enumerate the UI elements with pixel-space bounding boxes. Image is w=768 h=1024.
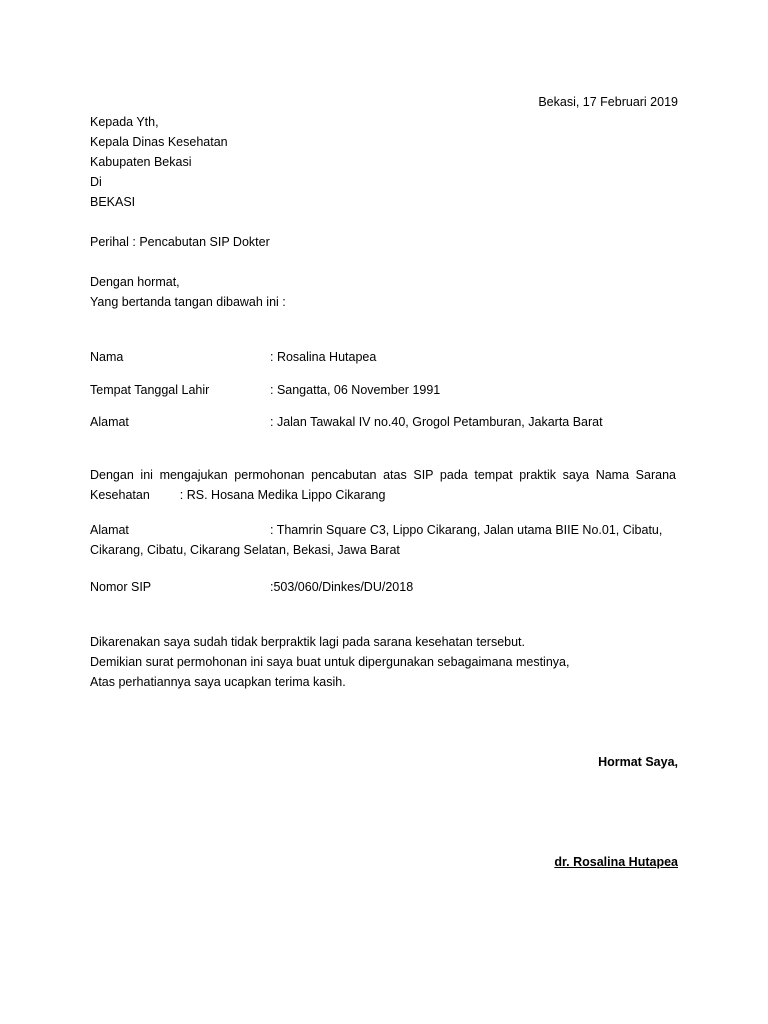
facility-address-continuation: Cikarang, Cibatu, Cikarang Selatan, Bekasi, Jawa Barat — [90, 543, 400, 557]
alamat-label: Alamat — [90, 415, 129, 429]
nama-value: : Rosalina Hutapea — [270, 350, 377, 364]
nama-label: Nama — [90, 350, 124, 364]
recipient-line: Kepala Dinas Kesehatan — [90, 135, 228, 149]
closing-line: Atas perhatiannya saya ucapkan terima kasih. — [90, 675, 346, 689]
recipient-line: Kepada Yth, — [90, 115, 159, 129]
closing-line: Dikarenakan saya sudah tidak berpraktik lagi pada sarana kesehatan tersebut. — [90, 635, 525, 649]
recipient-block — [90, 112, 228, 212]
recipient-line: BEKASI — [90, 195, 136, 209]
greeting-block — [90, 272, 286, 312]
facility-address-label: Alamat — [90, 523, 129, 537]
facility-name: : RS. Hosana Medika Lippo Cikarang — [179, 488, 386, 502]
request-text: Dengan ini mengajukan permohonan pencabutan atas SIP pada tempat praktik saya Nama Sarana Kesehatan — [90, 468, 676, 502]
sip-value: :503/060/Dinkes/DU/2018 — [270, 580, 414, 594]
recipient-line: Kabupaten Bekasi — [90, 155, 192, 169]
sign-off: Hormat Saya, — [598, 755, 678, 769]
request-paragraph — [90, 465, 676, 505]
closing-block — [90, 632, 569, 692]
letter-subject: Perihal : Pencabutan SIP Dokter — [90, 235, 270, 249]
sip-label: Nomor SIP — [90, 580, 152, 594]
ttl-value: : Sangatta, 06 November 1991 — [270, 383, 441, 397]
facility-address-value: : Thamrin Square C3, Lippo Cikarang, Jalan utama BIIE No.01, Cibatu, — [270, 523, 663, 537]
signature-name: dr. Rosalina Hutapea — [554, 855, 678, 869]
closing-line: Demikian surat permohonan ini saya buat untuk dipergunakan sebagaimana mestinya, — [90, 655, 570, 669]
alamat-value: : Jalan Tawakal IV no.40, Grogol Petamburan, Jakarta Barat — [270, 415, 603, 429]
ttl-label: Tempat Tanggal Lahir — [90, 383, 210, 397]
recipient-line: Di — [90, 175, 102, 189]
greeting-line: Dengan hormat, — [90, 275, 180, 289]
letter-date: Bekasi, 17 Februari 2019 — [538, 95, 678, 109]
greeting-line: Yang bertanda tangan dibawah ini : — [90, 295, 286, 309]
